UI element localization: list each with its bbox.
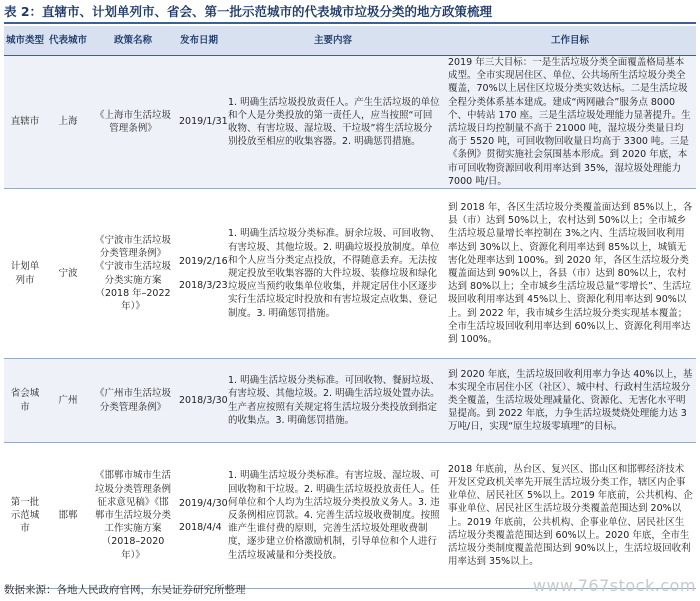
cell-goals: 2019 年三大目标：一是生活垃圾分类全面覆盖格局基本成型。全市实现居住区、单位、公共场所生活垃圾分类全覆盖，70%以上居住区垃圾分类实效达标。二是生活垃圾全程分类体系基本建成。建成“两网融合”服务点 8000 个、中转站 170 座。三是生活垃圾处理能力显著提升。生活垃圾日均控制量不高于 21000 吨，湿垃圾分类量日均高于 5520 吨，可回收物回收量日均高于 3300 吨。三是《条例》贯彻实施社会氛围基本形成。到 2020 年底，本市可回收物资源回收利用率达到 35%，湿垃圾处理能力 7000 吨/日。 [444, 56, 696, 189]
table-header-row [4, 26, 696, 56]
header-city-type: 城市类型 [4, 26, 46, 56]
policy-table [4, 26, 696, 589]
cell-date [176, 189, 228, 359]
cell-content: 1. 明确生活垃圾分类标准。厨余垃圾、可回收物、有害垃圾、其他垃圾。2. 明确垃圾投放制度。单位和个人应当分类定点投放，不得随意丢弃。无法按规定投放至收集容器的大件垃圾、装修垃圾和绿化垃圾应当预约收集单位收集，并规定居住小区逐步实行生活垃圾定时投放和有害垃圾定点收集、登记制度。3. 明确惩罚措施。 [222, 189, 444, 359]
cell-content: 1. 明确生活垃圾分类标准。可回收物、餐厨垃圾、有害垃圾、其他垃圾。2. 明确生活垃圾处置办法。生产者应按照有关规定将生活垃圾分类投放到指定的收集点。3. 明确惩罚措施。 [222, 359, 444, 443]
cell-city: 邯郸 [46, 443, 90, 589]
cell-date: 2019/1/31 [176, 56, 222, 189]
cell-goals: 2018 年底前，丛台区、复兴区、邯山区和邯郸经济技术开发区党政机关率先开展生活垃圾分类工作，辖区内企事业单位、居民社区 5%以上。2019 年底前，公共机构、企事业单位、居民社区生活垃圾分类覆盖范围达到 20%以上。2019 年底前，公共机构、企事业单位、居民社区生活垃圾分类覆盖范围达到 60%以上。2020 年底，全市生活垃圾分类制度覆盖范围达到 90%以上，生活垃圾回收利用率达到 35%以上。 [444, 443, 696, 589]
cell-content: 1. 明确生活垃圾分类标准。有害垃圾、湿垃圾、可回收物和干垃圾。2. 明确生活垃圾投放责任人。任何单位和个人均为生活垃圾分类投放义务人。3. 违反条例相应罚款。4. 完善生活垃圾收费制度。按照谁产生谁付费的原则，完善生活垃圾处理收费制度，逐步建立价格激励机制，引导单位和个人进行生活垃圾减量和分类投放。 [222, 443, 444, 589]
date-2: 2018/4/4 [179, 521, 222, 533]
cell-policy: 《宁波市生活垃圾分类管理条例》《宁波市生活垃圾分类实施方案（2018 年–2022 年）》 [90, 189, 176, 359]
cell-policy: 《邯郸市城市生活垃圾分类管理条例征求意见稿》《邯郸市生活垃圾分类工作实施方案（2018–2020 年）》 [90, 443, 176, 589]
table-row-handan [4, 443, 696, 589]
header-date: 发布日期 [176, 26, 222, 56]
date-1: 2019/2/16 [179, 256, 228, 268]
date-1: 2019/4/30 [179, 498, 228, 510]
cell-type: 计划单列市 [4, 189, 46, 359]
cell-policy: 《广州市生活垃圾分类管理条例》 [90, 359, 176, 443]
cell-city: 广州 [46, 359, 90, 443]
table-row-shanghai [4, 56, 696, 189]
table-caption: 表 2：直辖市、计划单列市、省会、第一批示范城市的代表城市垃圾分类的地方政策梳理 [4, 0, 696, 24]
cell-date: 2018/3/30 [176, 359, 222, 443]
cell-date [176, 443, 228, 589]
source-note: 数据来源：各地人民政府官网，东吴证券研究所整理 [4, 584, 246, 596]
header-policy: 政策名称 [90, 26, 176, 56]
cell-goals: 到 2018 年，各区生活垃圾分类覆盖面达到 85%以上，各县（市）达到 50%以上，农村达到 50%以上；全市城乡生活垃圾总量增长率控制在 3%之内、生活垃圾回收利用率达到 30%以上、资源化利用率达到 85%以上，城镇无害化处理率达到 100%。到 2020 年，各区生活垃圾分类覆盖面达到 90%以上，各县（市）达到 80%以上，农村达到 80%以上；全市城乡生活垃圾总量“零增长”、生活垃圾回收利用率达到 45%以上、资源化利用率达到 90%以上。到 2022 年，我市城乡生活垃圾分类实现基本覆盖；全市生活垃圾回收利用率达到 60%以上、资源化利用率达到 100%。 [444, 189, 696, 359]
cell-content: 1. 明确生活垃圾投放责任人。产生生活垃圾的单位和个人是分类投放的第一责任人，应当按照“可回收物、有害垃圾、湿垃圾、干垃圾”将生活垃圾分别投放至相应的收集容器。2. 明确惩罚措施。 [222, 56, 444, 189]
cell-goals: 到 2020 年底，生活垃圾回收利用率力争达 40%以上，基本实现全市居住小区（社区）、城中村、行政村生活垃圾分类全覆盖，生活垃圾处理减量化、资源化、无害化水平明显提高。到 2022 年底，力争生活垃圾焚烧处理能力达 3 万吨/日，实现“原生垃圾零填埋”的目标。 [444, 359, 696, 443]
cell-type: 直辖市 [4, 56, 46, 189]
watermark: www.767stock.com [532, 576, 696, 595]
cell-type: 省会城市 [4, 359, 46, 443]
header-city: 代表城市 [46, 26, 90, 56]
cell-city: 宁波 [46, 189, 90, 359]
cell-type: 第一批示范城市 [4, 443, 46, 589]
table-row-guangzhou [4, 359, 696, 443]
date-2: 2018/3/23 [179, 279, 228, 291]
cell-policy: 《上海市生活垃圾管理条例》 [90, 56, 176, 189]
header-content: 主要内容 [222, 26, 444, 56]
table-row-ningbo [4, 189, 696, 359]
header-goals: 工作目标 [444, 26, 696, 56]
cell-city: 上海 [46, 56, 90, 189]
